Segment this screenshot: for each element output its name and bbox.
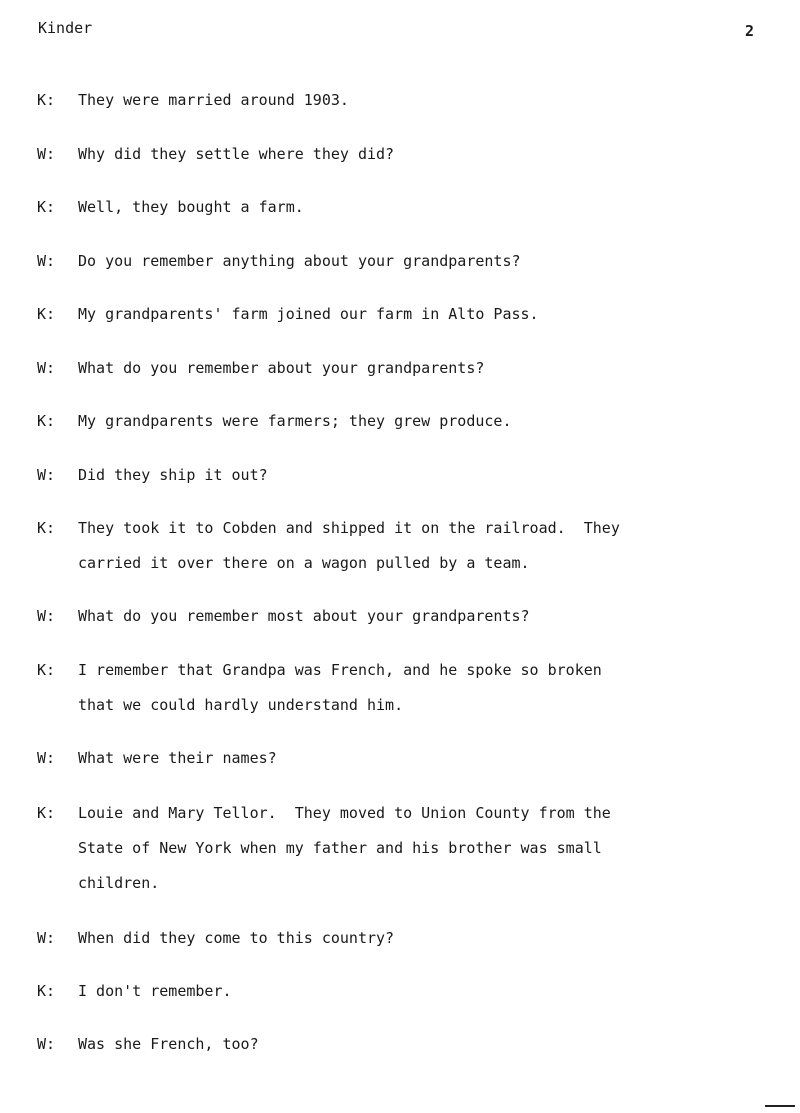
- entry-line: Louie and Mary Tellor. They moved to Union County from the: [78, 804, 611, 822]
- speaker-label: K:: [37, 91, 56, 109]
- speaker-label: W:: [37, 929, 56, 947]
- entry-line: What do you remember about your grandparents?: [78, 359, 485, 377]
- entry-line: Well, they bought a farm.: [78, 198, 304, 216]
- entry-line: Why did they settle where they did?: [78, 145, 395, 163]
- entry-line: Was she French, too?: [78, 1035, 259, 1053]
- entry-line: Do you remember anything about your grandparents?: [78, 252, 521, 270]
- transcript-entry: [37, 351, 737, 386]
- transcript-entry: [37, 796, 737, 901]
- speaker-label: K:: [37, 804, 56, 822]
- entry-line: What do you remember most about your grandparents?: [78, 607, 530, 625]
- entry-text: [78, 741, 737, 776]
- speaker-label: W:: [37, 145, 56, 163]
- entry-line: carried it over there on a wagon pulled by a team.: [78, 554, 530, 572]
- entry-text: [78, 83, 737, 118]
- transcript-entry: [37, 83, 737, 118]
- transcript-entry: [37, 297, 737, 332]
- entry-line: I don't remember.: [78, 982, 232, 1000]
- transcript-entry: [37, 921, 737, 956]
- entry-line: children.: [78, 874, 160, 892]
- transcript-entry: [37, 137, 737, 172]
- transcript-entry: [37, 741, 737, 776]
- speaker-label: K:: [37, 305, 56, 323]
- entry-text: [78, 974, 737, 1009]
- entry-line: State of New York when my father and his brother was small: [78, 839, 602, 857]
- entry-line: They took it to Cobden and shipped it on the railroad. They: [78, 519, 620, 537]
- entry-line: What were their names?: [78, 749, 277, 767]
- speaker-label: K:: [37, 519, 56, 537]
- entry-text: [78, 404, 737, 439]
- entry-text: [78, 921, 737, 956]
- transcript-entry: [37, 653, 737, 723]
- entry-text: [78, 599, 737, 634]
- transcript-entry: [37, 1027, 737, 1062]
- transcript-entry: [37, 404, 737, 439]
- speaker-label: W:: [37, 252, 56, 270]
- entry-line: Did they ship it out?: [78, 466, 268, 484]
- entry-text: [78, 190, 737, 225]
- entry-line: When did they come to this country?: [78, 929, 395, 947]
- entry-text: [78, 297, 737, 332]
- scan-edge-mark: [765, 1105, 795, 1107]
- transcript-entry: [37, 511, 737, 581]
- entry-text: [78, 137, 737, 172]
- entry-text: [78, 796, 737, 901]
- entry-line: My grandparents were farmers; they grew produce.: [78, 412, 512, 430]
- entry-line: They were married around 1903.: [78, 91, 349, 109]
- speaker-label: W:: [37, 607, 56, 625]
- transcript-entry: [37, 458, 737, 493]
- transcript-entry: [37, 599, 737, 634]
- speaker-label: K:: [37, 412, 56, 430]
- transcript-entry: [37, 244, 737, 279]
- page-header-name: Kinder: [38, 19, 93, 37]
- speaker-label: W:: [37, 1035, 56, 1053]
- entry-text: [78, 244, 737, 279]
- entry-text: [78, 351, 737, 386]
- speaker-label: W:: [37, 359, 56, 377]
- page-number: 2: [745, 22, 755, 40]
- transcript-entry: [37, 190, 737, 225]
- entry-line: that we could hardly understand him.: [78, 696, 404, 714]
- entry-text: [78, 1027, 737, 1062]
- entry-line: My grandparents' farm joined our farm in Alto Pass.: [78, 305, 539, 323]
- speaker-label: W:: [37, 466, 56, 484]
- speaker-label: K:: [37, 661, 56, 679]
- speaker-label: W:: [37, 749, 56, 767]
- entry-text: [78, 511, 737, 581]
- speaker-label: K:: [37, 982, 56, 1000]
- entry-text: [78, 458, 737, 493]
- entry-text: [78, 653, 737, 723]
- speaker-label: K:: [37, 198, 56, 216]
- transcript-entry: [37, 974, 737, 1009]
- entry-line: I remember that Grandpa was French, and he spoke so broken: [78, 661, 602, 679]
